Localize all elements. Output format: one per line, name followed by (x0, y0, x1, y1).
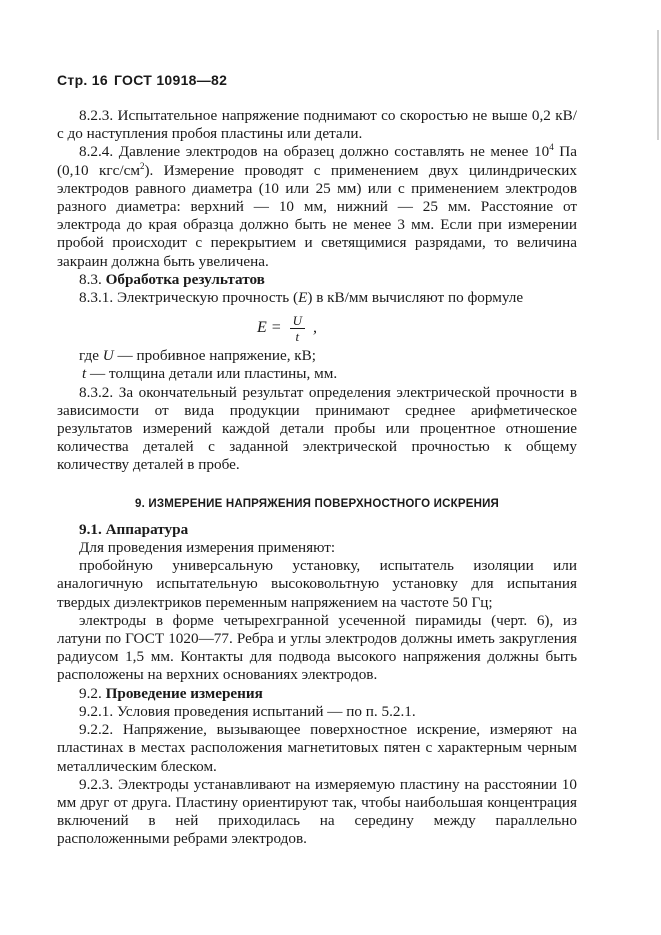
where-line-t: t — толщина детали или пластины, мм. (82, 365, 338, 383)
scan-edge-mark (657, 30, 659, 140)
paragraph-9-1-b: электроды в форме четырехгранной усеченной пирамиды (черт. 6), из латуни по ГОСТ 1020—77. Ребра и углы электродов должны иметь закругления радиусом 1,5 мм. Контакты для подвода высокого напряжения должны быть расположены на верхних основаниях электродов. (57, 611, 577, 684)
heading-9-2: 9.2. Проведение измерения (79, 684, 263, 702)
paragraph-9-2-1: 9.2.1. Условия проведения испытаний — по п. 5.2.1. (79, 702, 416, 720)
paragraph-9-2-3: 9.2.3. Электроды устанавливают на измеряемую пластину на расстоянии 10 мм друг от друга. Пластину ориентируют так, чтобы наибольшая концентрация включений в ней приходилась на середину между параллельно расположенными ребрами электродов. (57, 775, 577, 848)
paragraph-8-2-3: 8.2.3. Испытательное напряжение поднимают со скоростью не выше 0,2 кВ/с до наступления пробоя пластины или детали. (57, 107, 577, 143)
paragraph-9-1-intro: Для проведения измерения применяют: (79, 539, 336, 557)
page-header (57, 72, 227, 88)
heading-9-1: 9.1. Аппаратура (79, 520, 189, 538)
formula-eq: = (266, 319, 286, 337)
where-line-u: где U — пробивное напряжение, кВ; (79, 347, 317, 365)
paragraph-8-3-1: 8.3.1. Электрическую прочность (E) в кВ/мм вычисляют по формуле (79, 289, 524, 307)
formula-expression (257, 313, 317, 344)
formula (57, 307, 577, 347)
section-9-title: 9. ИЗМЕРЕНИЕ НАПРЯЖЕНИЯ ПОВЕРХНОСТНОГО ИСКРЕНИЯ (134, 497, 500, 510)
formula-denominator: t (295, 329, 300, 345)
body-text (57, 107, 577, 849)
formula-lhs: E (257, 319, 267, 337)
paragraph-8-2-4: 8.2.4. Давление электродов на образец должно составлять не менее $10^4$ Па (0,10 кгс/$см^2$). Измерение проводят с применением двух цилиндрических электродов равного диаметра (10 или 25 мм) или с применением электродов разного диаметра: верхний — 10 мм, нижний — 25 мм. Расстояние от электрода до края образца должно быть не менее 3 мм. Если при измерении пробой происходит с перекрытием и светящимися разрядами, то величина закраин должна быть увеличена. (57, 142, 577, 270)
page-number: Стр. 16 (57, 72, 108, 88)
formula-fraction (290, 313, 305, 344)
formula-numerator: U (290, 313, 305, 329)
paragraph-9-2-2: 9.2.2. Напряжение, вызывающее поверхностное искрение, измеряют на пластинах в местах расположения магнетитовых пятен с характерным черным металлическим блеском. (57, 721, 577, 775)
paragraph-9-1-a: пробойную универсальную установку, испытатель изоляции или аналогичную испытательную высоковольтную установку для испытания твердых диэлектриков переменным напряжением на частоте 50 Гц; (57, 557, 577, 611)
standard-code: ГОСТ 10918—82 (113, 72, 228, 88)
heading-8-3: 8.3. Обработка результатов (79, 270, 265, 288)
paragraph-8-3-2: 8.3.2. За окончательный результат определения электрической прочности в зависимости от вида продукции принимают среднее арифметическое результатов измерений каждой детали пробы или процентное отношение количества деталей с заданной электрической прочностью к общему количеству деталей в пробе. (57, 383, 577, 474)
formula-tail: , (308, 319, 317, 337)
